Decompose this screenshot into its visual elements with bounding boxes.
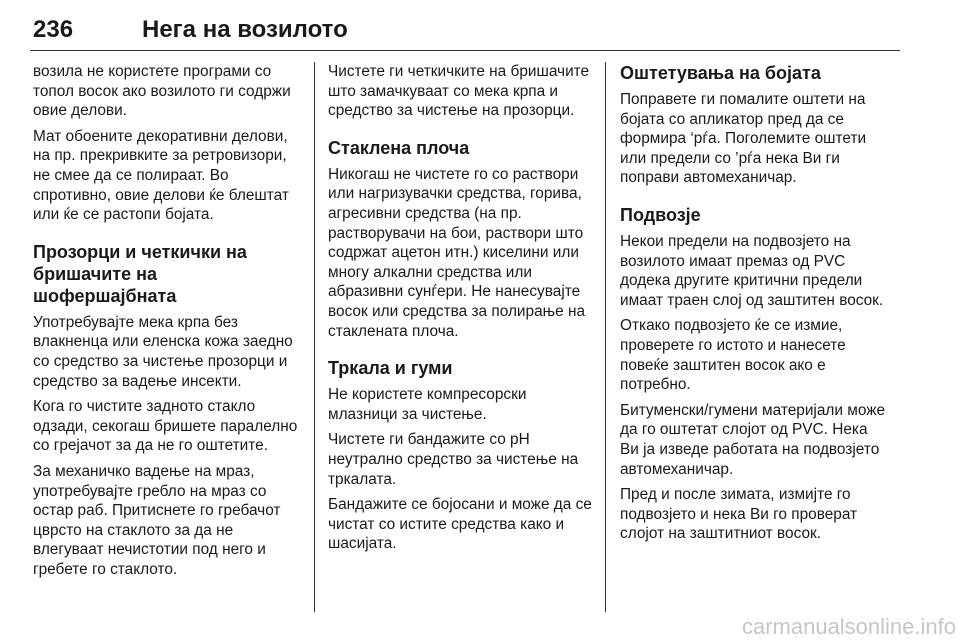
paragraph: Битуменски/гумени материјали може да го оштетат слојот од PVC. Нека Ви ја изведе работата на подвозјето автомеханичар. <box>620 401 886 478</box>
column-1 <box>33 62 303 585</box>
page-header <box>30 12 900 50</box>
section-heading-glass-plate: Стаклена плоча <box>328 137 470 158</box>
section-heading-windows: Прозорци и четкички на бришачите на шофершајбната <box>33 241 247 306</box>
paragraph: Никогаш не чистете го со раствори или нагризувачки средства, горива, агресивни средства (на пр. растворувачи на бои, раствори што содржат ацетон итн.) киселини или многу алкални средства или абразивни сунѓери. Не нанесувајте восок или средства за полирање на стаклената плоча. <box>328 165 586 340</box>
paragraph: Употребувајте мека крпа без влакненца или еленска кожа заедно со средство за чистење прозорци и средство за вадење инсекти. <box>33 313 293 390</box>
page-number: 236 <box>33 16 74 43</box>
header-divider <box>30 50 900 51</box>
column-divider-2 <box>605 62 606 612</box>
page-title: Нега на возилото <box>142 16 348 43</box>
paragraph: Поправете ги помалите оштети на бојата со апликатор пред да се формира ‘рѓа. Поголемите оштети или предели со ’рѓа нека Ви ги поправи автомеханичар. <box>620 91 867 187</box>
watermark: carmanualsonline.info <box>741 614 956 639</box>
column-3 <box>620 62 886 550</box>
section-heading-paint-damage: Оштетувања на бојата <box>620 63 821 83</box>
paragraph: Кога го чистите задното стакло одзади, секогаш бришете паралелно со грејачот за да не го оштетите. <box>33 398 298 455</box>
paragraph: Бандажите се бојосани и може да се чистат со истите средства како и шасијата. <box>328 496 592 553</box>
paragraph: Не користете компресорски млазници за чистење. <box>328 386 527 423</box>
paragraph: Пред и после зимата, измијте го подвозјето и нека Ви го проверат слојот на заштитниот восок. <box>620 486 858 543</box>
paragraph: Откако подвозјето ќе се измие, проверете го истото и нанесете повеќе заштитен восок ако е потребно. <box>620 317 846 394</box>
column-2 <box>328 62 592 560</box>
paragraph: возила не користете програми со топол восок ако возилото ги содржи овие делови. <box>33 63 291 120</box>
section-heading-underbody: Подвозје <box>620 204 701 225</box>
paragraph: Некои предели на подвозјето на возилото имаат премаз од PVC додека другите критични предели имаат траен слој од заштитен восок. <box>620 232 884 309</box>
section-heading-wheels-tyres: Тркала и гуми <box>328 358 453 379</box>
paragraph: Чистете ги четкичките на бришачите што замачкуваат со мека крпа и средство за чистење на прозорци. <box>328 63 590 120</box>
paragraph: За механичко вадење на мраз, употребувајте гребло на мраз со остар раб. Притиснете го гребачот цврсто на стаклото за да не влегуваат нечистотии под него и гребете го стаклото. <box>33 462 281 578</box>
column-divider-1 <box>314 62 315 612</box>
paragraph: Мат обоените декоративни делови, на пр. прекривките за ретровизори, не смее да се полираат. Во спротивно, овие делови ќе блештат или ќе се растопи бојата. <box>33 127 289 224</box>
paragraph: Чистете ги бандажите со pH неутрално средство за чистење на тркалата. <box>328 431 579 488</box>
